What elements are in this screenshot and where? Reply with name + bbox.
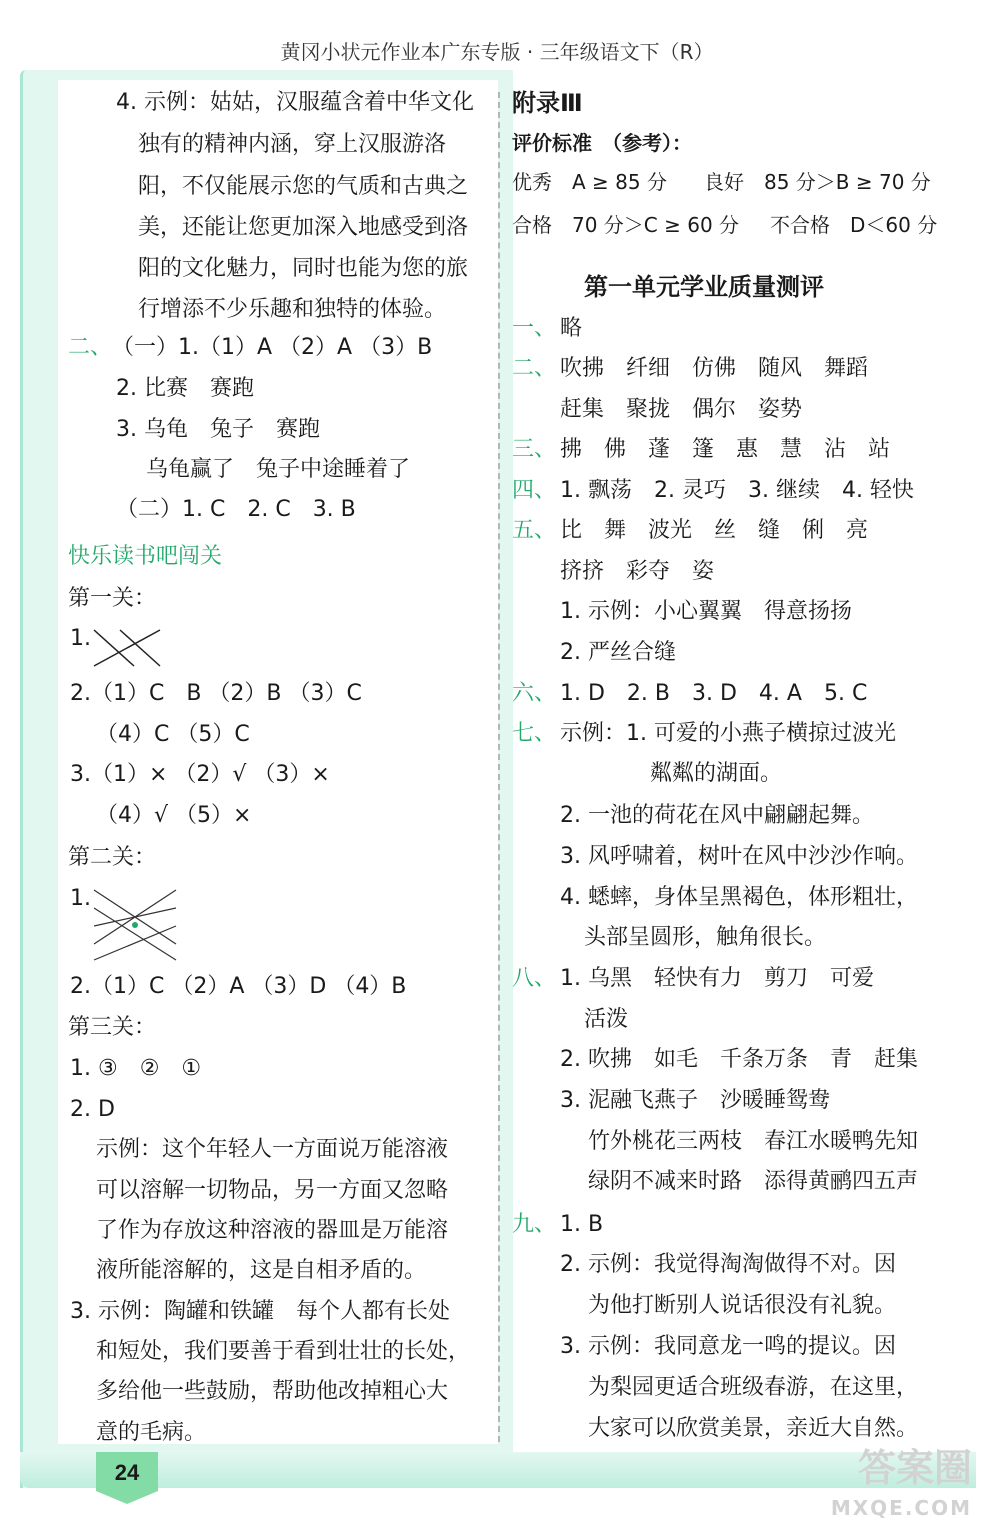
answer-line: 1. [70,626,91,651]
grade-excellent: 优秀 A ≥ 85 分 [512,170,667,194]
answer-line: 为梨园更适合班级春游，在这里， [588,1375,919,1400]
answer-line: 1. B [560,1212,604,1237]
watermark-url: MXQE.COM [830,1496,972,1520]
answer-line: 示例：1. 可爱的小燕子横掠过波光 [560,721,896,746]
answer-line: （二）1. C 2. C 3. B [116,497,356,522]
answer-line: 1. 示例：小心翼翼 得意扬扬 [560,599,852,624]
section-label: 五、 [512,518,557,543]
answer-line: 2. 一池的荷花在风中翩翩起舞。 [560,803,874,828]
section-label: 四、 [512,478,557,503]
answer-line: 意的毛病。 [96,1420,207,1445]
answer-line: 了作为存放这种溶液的器皿是万能溶 [96,1218,449,1243]
answer-line: 可以溶解一切物品，另一方面又忽略 [96,1178,449,1203]
answer-line: 3. 风呼啸着，树叶在风中沙沙作响。 [560,844,918,869]
section-label: 二、 [68,335,113,360]
section-label: 三、 [512,437,557,462]
section-label: 九、 [512,1212,557,1237]
grade-fail: 不合格 D＜60 分 [770,213,938,237]
answer-line: 绿阴不减来时路 添得黄鹂四五声 [588,1169,919,1194]
section-label: 七、 [512,721,557,746]
answer-line: 独有的精神内涵，穿上汉服游洛 [138,132,447,157]
answer-line: 3.（1）× （2）√ （3）× [70,762,330,787]
answer-line: 赶集 聚拢 偶尔 姿势 [560,397,803,422]
answer-line: 2. 严丝合缝 [560,640,676,665]
section-label: 二、 [512,356,557,381]
answer-line: 液所能溶解的，这是自相矛盾的。 [96,1258,427,1283]
answer-line: 比 舞 波光 丝 缝 俐 亮 [560,518,869,543]
answer-line: 1. D 2. B 3. D 4. A 5. C [560,681,868,706]
answer-line: （一）1.（1）A （2）A （3）B [112,335,433,360]
answer-line: 4. 蟋蟀，身体呈黑褐色，体形粗壮， [560,885,918,910]
criteria-title: 评价标准 （参考）： [512,131,692,155]
answer-line: 大家可以欣赏美景，亲近大自然。 [588,1416,919,1441]
matching-lines-icon [90,626,164,670]
answer-line: 竹外桃花三两枝 春江水暖鸭先知 [588,1129,919,1154]
section-label: 一、 [512,316,557,341]
matching-lines-icon [90,884,180,966]
answer-line: 挤挤 彩夺 姿 [560,559,715,584]
answer-line: 1. 飘荡 2. 灵巧 3. 继续 4. 轻快 [560,478,914,503]
page-header: 黄冈小状元作业本广东专版 · 三年级语文下（R） [280,40,714,64]
level-title: 第一关： [68,586,157,611]
answer-line: 行增添不少乐趣和独特的体验。 [138,297,447,322]
unit-test-title: 第一单元学业质量测评 [584,273,824,301]
column-divider [498,92,500,1442]
answer-line: 3. 示例：陶罐和铁罐 每个人都有长处 [70,1299,450,1324]
answer-line: 3. 示例：我同意龙一鸣的提议。因 [560,1334,896,1359]
grade-pass: 合格 70 分＞C ≥ 60 分 [512,213,740,237]
answer-line: 阳，不仅能展示您的气质和古典之 [138,174,469,199]
answer-line: 2.（1）C （2）A （3）D （4）B [70,974,407,999]
answer-line: 3. 乌龟 兔子 赛跑 [116,417,320,442]
answer-line: 4. 示例：姑姑，汉服蕴含着中华文化 [116,90,474,115]
answer-line: 头部呈圆形，触角很长。 [584,925,827,950]
answer-line: 吹拂 纤细 仿佛 随风 舞蹈 [560,356,869,381]
appendix-title: 附录Ⅲ [512,89,583,117]
answer-line: 3. 泥融飞燕子 沙暖睡鸳鸯 [560,1088,830,1113]
answer-line: 阳的文化魅力，同时也能为您的旅 [138,256,469,281]
answer-line: 为他打断别人说话很没有礼貌。 [588,1293,897,1318]
watermark [812,1448,972,1534]
answer-line: 2.（1）C B （2）B （3）C [70,681,362,706]
answer-line: 1. ③ ② ① [70,1056,202,1081]
answer-line: 乌龟赢了 兔子中途睡着了 [146,457,411,482]
answer-line: 和短处，我们要善于看到壮壮的长处， [96,1339,471,1364]
answer-line: 示例：这个年轻人一方面说万能溶液 [96,1137,449,1162]
answer-line: 1. [70,886,91,911]
watermark-text: 答案圈 [857,1446,972,1490]
answer-line: 略 [560,316,583,341]
answer-line: 拂 佛 蓬 篷 惠 慧 沾 站 [560,437,891,462]
level-title: 第三关： [68,1015,157,1040]
answer-line: 2. 示例：我觉得淘淘做得不对。因 [560,1252,896,1277]
section-label: 八、 [512,966,557,991]
answer-line: 1. 乌黑 轻快有力 剪刀 可爱 [560,966,874,991]
answer-line: 活泼 [584,1007,629,1032]
answer-line: 粼粼的湖面。 [650,761,783,786]
section-heading: 快乐读书吧闯关 [68,544,223,569]
level-title: 第二关： [68,845,157,870]
answer-line: 美，还能让您更加深入地感受到洛 [138,215,469,240]
answer-line: 多给他一些鼓励，帮助他改掉粗心大 [96,1379,449,1404]
answer-line: 2. 比赛 赛跑 [116,376,254,401]
grade-good: 良好 85 分＞B ≥ 70 分 [704,170,931,194]
section-label: 六、 [512,681,557,706]
answer-line: 2. D [70,1097,115,1122]
page-number: 24 [114,1460,140,1485]
answer-line: （4）√ （5）× [96,803,252,828]
answer-line: 2. 吹拂 如毛 千条万条 青 赶集 [560,1047,918,1072]
answer-line: （4）C （5）C [96,722,250,747]
